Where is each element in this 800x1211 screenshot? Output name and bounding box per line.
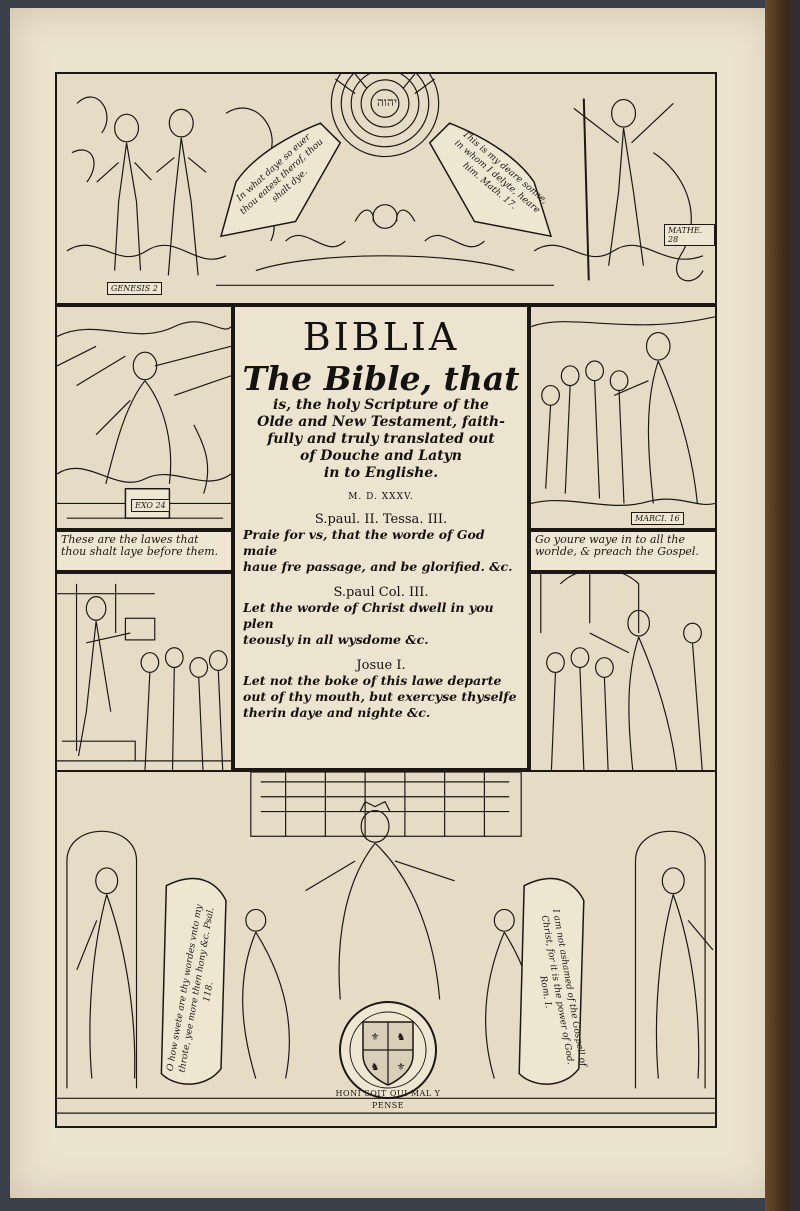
apostles-engraving <box>531 307 715 528</box>
verse-2-line-1: Let the worde of Christ dwell in you plen <box>243 600 494 631</box>
top-left-scroll-text: In what daye so euer thou eatest therof, thou shalt dye. <box>235 132 326 217</box>
verse-1-line-2: haue fre passage, and be glorified. &c. <box>243 559 513 574</box>
scripture-ref-3: Josue I. <box>356 658 406 673</box>
svg-text:♞: ♞ <box>370 1062 380 1073</box>
svg-text:⚜: ⚜ <box>370 1032 380 1043</box>
subtitle-line-5: in to Englishe. <box>323 465 439 481</box>
bottom-right-scroll-text: I am not ashamed of the Gospell of Christ, for it is the power of God. Rom. I. <box>537 908 588 1068</box>
verse-2-line-2: teously in all wysdome &c. <box>243 632 429 647</box>
christ-apostles-woodcut <box>529 305 717 530</box>
title-bible-that: The Bible, that <box>242 359 520 398</box>
scripture-ref-2: S.paul Col. III. <box>333 585 429 600</box>
title-biblia: BIBLIA <box>302 315 460 359</box>
left-caption: These are the lawes that thou shalt laye before them. <box>55 530 233 572</box>
bottom-left-scroll-text: O how swete are thy wordes vnto my throte, yee more then hony &c. Psal. 118. <box>165 903 217 1074</box>
verse-1-line-1: Praie for vs, that the worde of God maie <box>243 527 485 558</box>
verse-3-line-2: out of thy mouth, but exercyse thyselfe <box>243 689 517 704</box>
subtitle-line-1: is, the holy Scripture of the <box>273 397 489 413</box>
publication-date: M. D. XXXV. <box>348 492 414 502</box>
moses-tablets-woodcut <box>55 305 233 530</box>
mark-reference: MARCI. 16 <box>631 512 684 525</box>
genesis-reference: GENESIS 2 <box>107 282 162 295</box>
right-caption: Go youre waye in to all the worlde, & preach the Gospel. <box>529 530 717 572</box>
svg-text:⚜: ⚜ <box>396 1062 406 1073</box>
verse-3-line-3: therin daye and nighte &c. <box>243 705 431 720</box>
svg-text:♞: ♞ <box>396 1032 406 1043</box>
top-right-scroll-text: This is my deare sonne, in whom I delyte, heare him. Math. 17. <box>452 129 550 216</box>
moses-engraving <box>57 307 231 528</box>
title-block <box>233 305 529 770</box>
royal-coat-of-arms <box>333 1000 443 1110</box>
subtitle-line-2: Olde and New Testament, faith- <box>257 414 505 430</box>
book-binding-edge <box>765 0 800 1211</box>
top-banner-woodcut <box>55 72 717 305</box>
tetragrammaton: יהוה <box>376 95 398 109</box>
scripture-ref-1: S.paul. II. Tessa. III. <box>314 512 448 527</box>
shield-icon <box>333 1000 443 1100</box>
exodus-plate: EXO 24 <box>131 499 170 512</box>
subtitle-line-4: of Douche and Latyn <box>300 448 462 464</box>
subtitle-line-3: fully and truly translated out <box>267 431 495 447</box>
garter-motto: HONI SOIT QUI MAL Y PENSE <box>335 1089 441 1110</box>
matthew-reference: MATHE. 28 <box>664 224 715 246</box>
verse-3-line-1: Let not the boke of this lawe departe <box>243 673 502 688</box>
